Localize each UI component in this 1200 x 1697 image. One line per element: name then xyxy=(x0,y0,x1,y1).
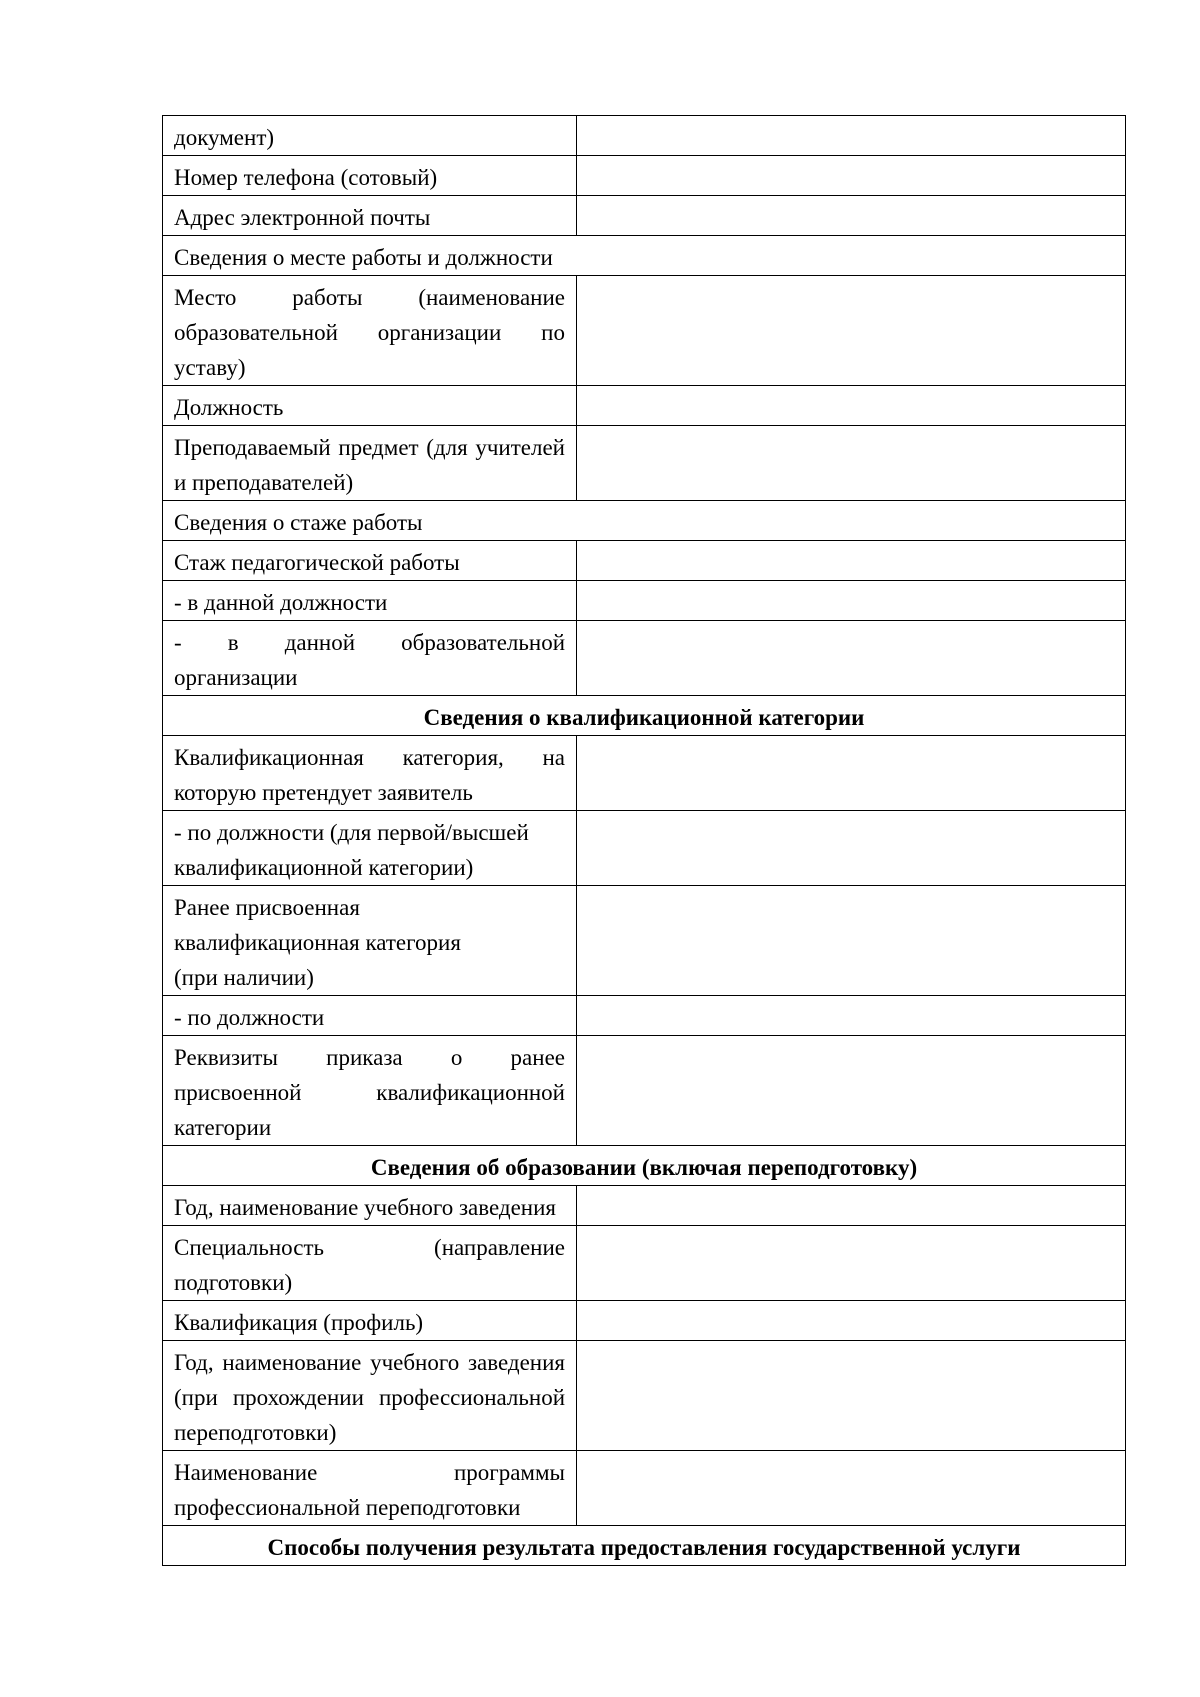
field-label: Специальность (направление подготовки) xyxy=(163,1226,577,1301)
section-header-row xyxy=(163,1526,1126,1566)
section-header-row xyxy=(163,696,1126,736)
field-label: Наименование программы профессиональной переподготовки xyxy=(163,1451,577,1526)
form-field-row xyxy=(163,1226,1126,1301)
field-label: Год, наименование учебного заведения xyxy=(163,1186,577,1226)
field-value[interactable] xyxy=(577,386,1126,426)
form-field-row xyxy=(163,1341,1126,1451)
section-header: Сведения об образовании (включая переподготовку) xyxy=(163,1146,1126,1186)
field-label: Адрес электронной почты xyxy=(163,196,577,236)
field-value[interactable] xyxy=(577,426,1126,501)
form-field-row xyxy=(163,426,1126,501)
form-field-row xyxy=(163,996,1126,1036)
field-value[interactable] xyxy=(577,736,1126,811)
form-field-row xyxy=(163,1186,1126,1226)
field-value[interactable] xyxy=(577,541,1126,581)
field-value[interactable] xyxy=(577,811,1126,886)
field-value[interactable] xyxy=(577,1451,1126,1526)
field-value[interactable] xyxy=(577,996,1126,1036)
form-table-body xyxy=(163,116,1126,1566)
section-header: Сведения о квалификационной категории xyxy=(163,696,1126,736)
field-value[interactable] xyxy=(577,581,1126,621)
form-field-row xyxy=(163,196,1126,236)
field-value[interactable] xyxy=(577,1341,1126,1451)
field-value[interactable] xyxy=(577,886,1126,996)
field-value[interactable] xyxy=(577,156,1126,196)
field-label: Год, наименование учебного заведения (при прохождении профессиональной переподготовки) xyxy=(163,1341,577,1451)
section-header-row xyxy=(163,236,1126,276)
field-value[interactable] xyxy=(577,1186,1126,1226)
form-field-row xyxy=(163,886,1126,996)
form-field-row xyxy=(163,276,1126,386)
field-value[interactable] xyxy=(577,116,1126,156)
form-field-row xyxy=(163,811,1126,886)
form-field-row xyxy=(163,581,1126,621)
section-header-row xyxy=(163,1146,1126,1186)
form-field-row xyxy=(163,386,1126,426)
form-field-row xyxy=(163,621,1126,696)
form-field-row xyxy=(163,736,1126,811)
field-label: Квалификация (профиль) xyxy=(163,1301,577,1341)
form-field-row xyxy=(163,541,1126,581)
field-label: Должность xyxy=(163,386,577,426)
section-header: Способы получения результата предоставления государственной услуги xyxy=(163,1526,1126,1566)
field-label: Преподаваемый предмет (для учителей и преподавателей) xyxy=(163,426,577,501)
form-field-row xyxy=(163,1451,1126,1526)
section-header-row xyxy=(163,501,1126,541)
field-value[interactable] xyxy=(577,276,1126,386)
field-label: Квалификационная категория, на которую претендует заявитель xyxy=(163,736,577,811)
field-label: Ранее присвоенная квалификационная категория (при наличии) xyxy=(163,886,577,996)
field-value[interactable] xyxy=(577,196,1126,236)
field-label: - по должности (для первой/высшей квалификационной категории) xyxy=(163,811,577,886)
field-value[interactable] xyxy=(577,1301,1126,1341)
field-value[interactable] xyxy=(577,621,1126,696)
field-label: Номер телефона (сотовый) xyxy=(163,156,577,196)
field-label: - по должности xyxy=(163,996,577,1036)
section-header: Сведения о месте работы и должности xyxy=(163,236,1126,276)
form-field-row xyxy=(163,116,1126,156)
field-label: - в данной образовательной организации xyxy=(163,621,577,696)
field-label: Место работы (наименование образовательной организации по уставу) xyxy=(163,276,577,386)
form-field-row xyxy=(163,156,1126,196)
field-label: документ) xyxy=(163,116,577,156)
form-field-row xyxy=(163,1036,1126,1146)
field-value[interactable] xyxy=(577,1226,1126,1301)
application-form-table xyxy=(162,115,1126,1566)
field-label: Стаж педагогической работы xyxy=(163,541,577,581)
field-value[interactable] xyxy=(577,1036,1126,1146)
section-header: Сведения о стаже работы xyxy=(163,501,1126,541)
form-field-row xyxy=(163,1301,1126,1341)
field-label: Реквизиты приказа о ранее присвоенной квалификационной категории xyxy=(163,1036,577,1146)
field-label: - в данной должности xyxy=(163,581,577,621)
